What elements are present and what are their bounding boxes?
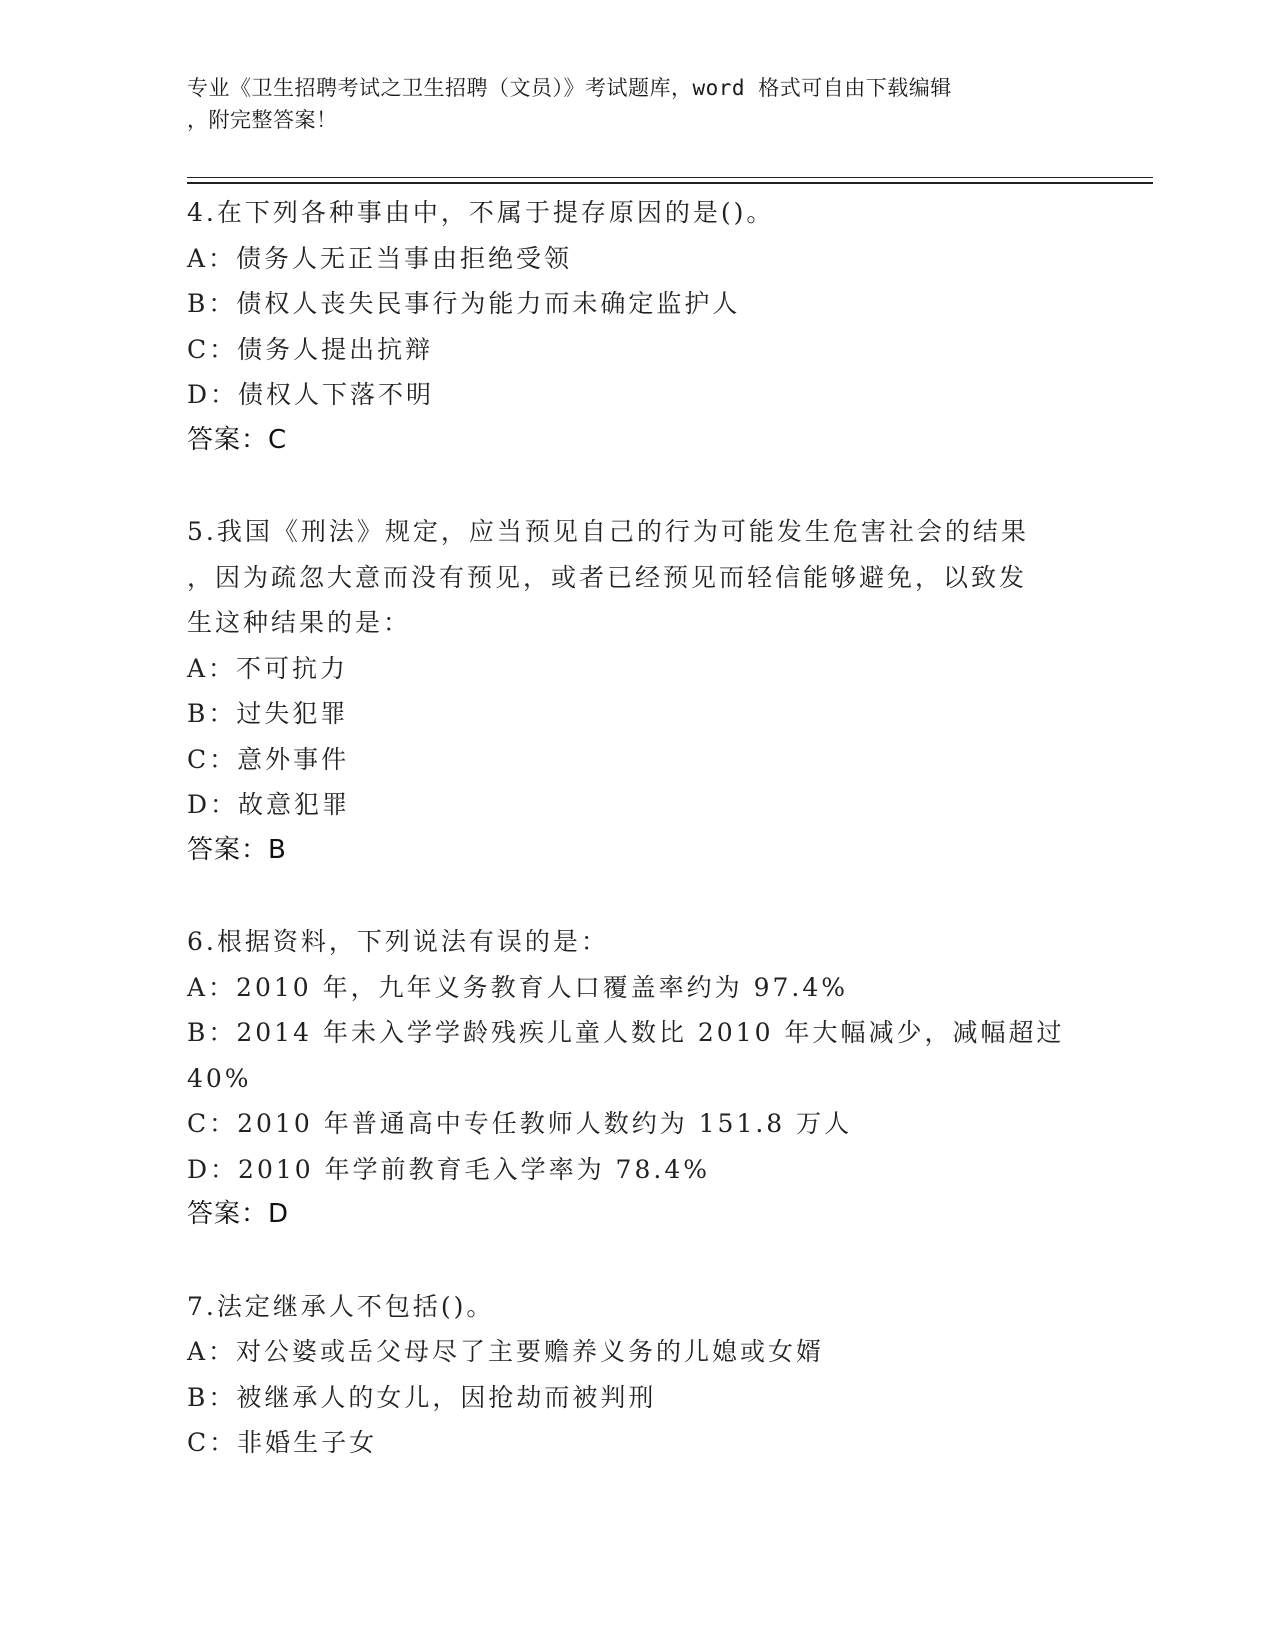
- option-a: A：债务人无正当事由拒绝受领: [187, 243, 573, 273]
- option-d: D：故意犯罪: [187, 790, 351, 819]
- question-4: [187, 190, 1087, 463]
- option-d: D：债权人下落不明: [187, 380, 435, 409]
- question-stem: 5.我国《刑法》规定，应当预见自己的行为可能发生危害社会的结果: [187, 517, 1029, 546]
- option-b: B：被继承人的女儿，因抢劫而被判刑: [187, 1382, 657, 1412]
- option-c: C：非婚生子女: [187, 1428, 378, 1457]
- answer-line: 答案：D: [187, 1199, 290, 1229]
- question-6: [187, 919, 1087, 1238]
- answer-line: 答案：B: [187, 834, 287, 865]
- header-title-line-2: ，附完整答案！: [187, 108, 338, 132]
- option-c: C：意外事件: [187, 744, 350, 774]
- question-stem: 7.法定继承人不包括()。: [187, 1291, 495, 1321]
- spacer: [187, 1238, 1087, 1284]
- option-a: A：对公婆或岳父母尽了主要赡养义务的儿媳或女婿: [187, 1337, 825, 1366]
- option-d: D：2010 年学前教育毛入学率为 78.4%: [187, 1154, 710, 1184]
- answer-line: 答案：C: [187, 424, 288, 455]
- option-a: A：2010 年，九年义务教育人口覆盖率约为 97.4%: [187, 972, 848, 1002]
- option-c: C：2010 年普通高中专任教师人数约为 151.8 万人: [187, 1109, 853, 1138]
- document-header: [187, 72, 1067, 136]
- option-a: A：不可抗力: [187, 653, 349, 683]
- question-stem: 生这种结果的是：: [187, 608, 412, 637]
- option-b: B：债权人丧失民事行为能力而未确定监护人: [187, 289, 741, 318]
- option-c: C：债务人提出抗辩: [187, 334, 434, 364]
- header-divider-thick: [187, 182, 1153, 184]
- option-b-continued: 40%: [187, 1063, 252, 1093]
- option-b: B：2014 年未入学学龄残疾儿童人数比 2010 年大幅减少，减幅超过: [187, 1018, 1065, 1047]
- question-7: [187, 1284, 1087, 1466]
- spacer: [187, 873, 1087, 919]
- question-5: [187, 509, 1087, 873]
- question-stem: 6.根据资料，下列说法有误的是：: [187, 927, 609, 956]
- question-list: [187, 190, 1087, 1466]
- option-b: B：过失犯罪: [187, 699, 349, 728]
- header-title-line-1: 专业《卫生招聘考试之卫生招聘（文员）》考试题库，word 格式可自由下载编辑: [187, 76, 952, 100]
- question-stem: ，因为疏忽大意而没有预见，或者已经预见而轻信能够避免，以致发: [187, 562, 1028, 592]
- spacer: [187, 463, 1087, 509]
- question-stem: 4.在下列各种事由中，不属于提存原因的是()。: [187, 198, 775, 227]
- header-divider-thin: [187, 177, 1153, 178]
